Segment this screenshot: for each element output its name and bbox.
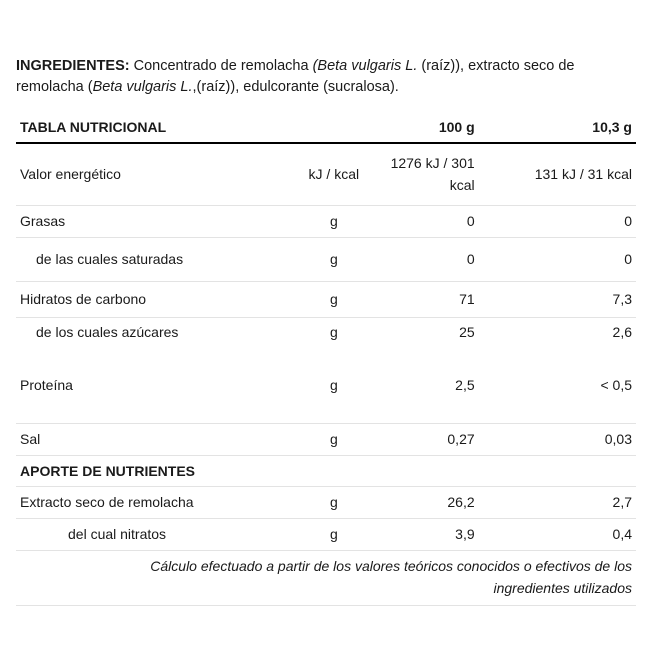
ingredients-label: INGREDIENTES: [16, 58, 130, 74]
row-serving: < 0,5 [479, 347, 636, 423]
row-unit: g [298, 486, 370, 518]
table-row-protein [16, 347, 636, 423]
row-per100: 3,9 [370, 518, 479, 550]
ingredients-italic-2: Beta vulgaris L. [92, 79, 193, 95]
row-serving: 7,3 [479, 281, 636, 317]
table-row-energy [16, 143, 636, 205]
table-row-beet-extract [16, 486, 636, 518]
row-serving: 0,4 [479, 518, 636, 550]
row-serving: 0,03 [479, 423, 636, 455]
ingredients-part-1: Concentrado de remolacha [129, 58, 313, 74]
table-title: TABLA NUTRICIONAL [16, 112, 298, 143]
row-serving: 131 kJ / 31 kcal [479, 143, 636, 205]
row-per100: 0,27 [370, 423, 479, 455]
row-per100: 1276 kJ / 301 kcal [370, 143, 479, 205]
row-unit: g [298, 237, 370, 281]
row-unit: kJ / kcal [298, 143, 370, 205]
row-unit: g [298, 423, 370, 455]
per-serving-header: 10,3 g [479, 112, 636, 143]
row-per100: 71 [370, 281, 479, 317]
row-serving: 2,7 [479, 486, 636, 518]
row-per100: 2,5 [370, 347, 479, 423]
nutrient-section-title: APORTE DE NUTRIENTES [16, 455, 636, 486]
row-per100: 26,2 [370, 486, 479, 518]
nutrition-table [16, 112, 636, 606]
row-per100: 0 [370, 237, 479, 281]
row-unit: g [298, 518, 370, 550]
row-name: Sal [16, 423, 298, 455]
row-per100: 0 [370, 205, 479, 237]
row-unit: g [329, 324, 338, 341]
row-serving: 2,6 [612, 324, 632, 341]
ingredients-part-3: ,(raíz)), edulcorante (sucralosa). [192, 79, 399, 95]
nutrient-section-row [16, 455, 636, 486]
row-serving: 0 [479, 237, 636, 281]
calculation-note: Cálculo efectuado a partir de los valores teóricos conocidos o efectivos de los ingredientes utilizados [16, 550, 636, 605]
ingredients-part-2: (raíz)), extracto seco de remolacha ( [16, 58, 575, 95]
ingredients-italic-1: (Beta vulgaris L. [312, 58, 418, 74]
table-header-row [16, 112, 636, 143]
row-serving: 0 [479, 205, 636, 237]
table-row-saturated [16, 237, 636, 281]
row-name: Grasas [16, 205, 298, 237]
row-name: de las cuales saturadas [16, 237, 298, 281]
row-name: de los cuales azúcares [36, 324, 179, 341]
table-row-salt [16, 423, 636, 455]
row-name: Hidratos de carbono [16, 281, 298, 317]
table-row-carbs [16, 281, 636, 317]
ingredients-text [16, 56, 626, 98]
unit-column-header [298, 112, 370, 143]
table-row-fat [16, 205, 636, 237]
row-unit: g [298, 281, 370, 317]
row-name: Extracto seco de remolacha [16, 486, 298, 518]
per-100g-header: 100 g [370, 112, 479, 143]
table-row-sugars [16, 317, 636, 347]
row-name: del cual nitratos [16, 518, 298, 550]
row-name: Valor energético [16, 143, 298, 205]
table-row-nitrates [16, 518, 636, 550]
row-unit: g [298, 205, 370, 237]
calculation-note-row [16, 550, 636, 605]
row-unit: g [298, 347, 370, 423]
row-per100: 25 [459, 324, 475, 341]
row-name: Proteína [16, 347, 298, 423]
